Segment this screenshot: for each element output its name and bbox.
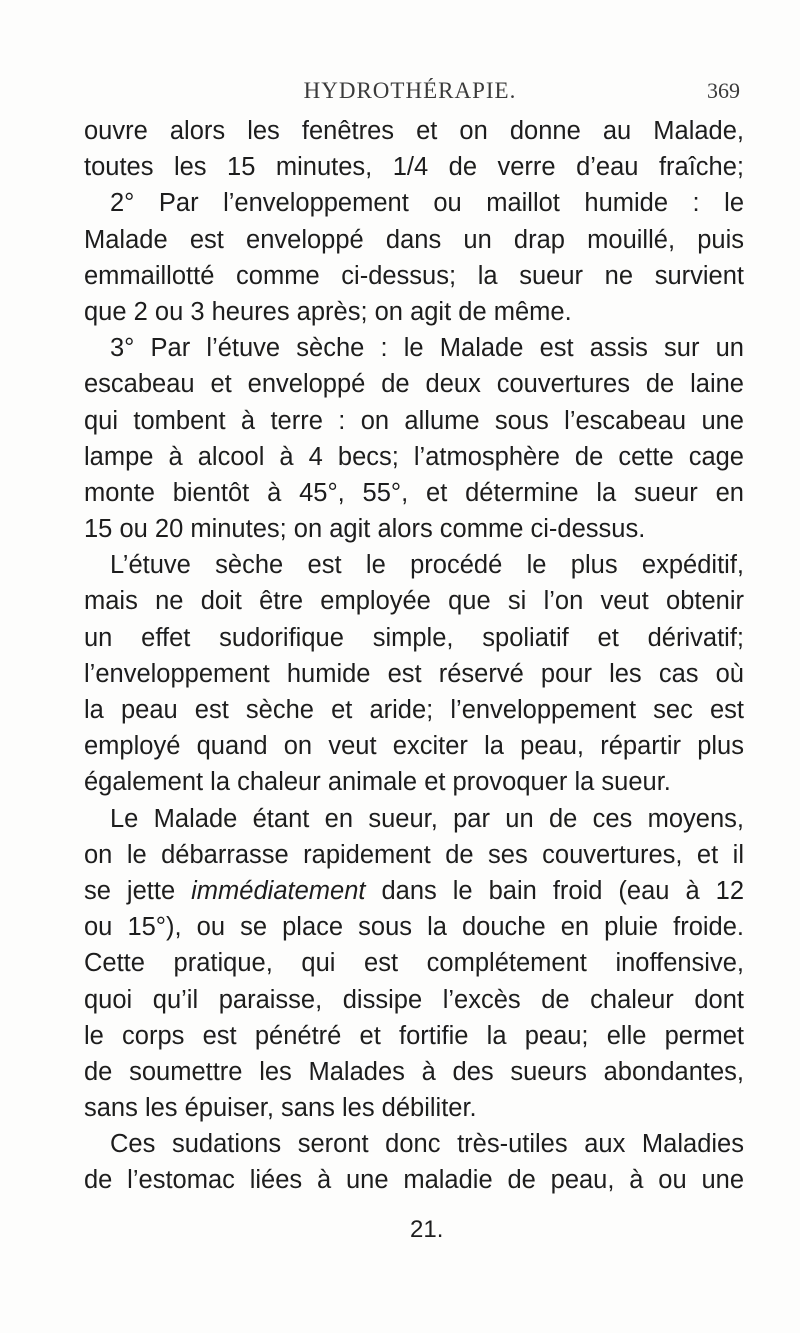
text-line: un effet sudorifique simple, spoliatif et dérivatif; — [84, 623, 744, 652]
text-line: lampe à alcool à 4 becs; l’atmosphère de cette cage — [84, 442, 744, 471]
text-line: mais ne doit être employée que si l’on veut obtenir — [84, 587, 744, 616]
text-line: on le débarrasse rapidement de ses couvertures, et il — [84, 840, 744, 869]
text-line: le corps est pénétré et fortifie la peau; elle permet — [84, 1021, 744, 1050]
text-line: également la chaleur animale et provoquer la sueur. — [84, 768, 671, 797]
text-line: 15 ou 20 minutes; on agit alors comme ci-dessus. — [84, 515, 646, 544]
text-line: monte bientôt à 45°, 55°, et détermine la sueur en — [84, 478, 744, 507]
text-line: escabeau et enveloppé de deux couvertures de laine — [84, 370, 744, 399]
text-line: emmaillotté comme ci-dessus; la sueur ne survient — [84, 261, 744, 290]
text-line: quoi qu’il paraisse, dissipe l’excès de chaleur dont — [84, 985, 744, 1014]
text-line: toutes les 15 minutes, 1/4 de verre d’eau fraîche; — [84, 153, 744, 182]
running-title: HYDROTHÉRAPIE. — [303, 78, 517, 103]
text-line: ouvre alors les fenêtres et on donne au Malade, — [84, 117, 744, 145]
text-line: L’étuve sèche est le procédé le plus expéditif, — [110, 551, 744, 580]
text-line: Malade est enveloppé dans un drap mouillé, puis — [84, 225, 744, 254]
text-line: qui tombent à terre : on allume sous l’escabeau une — [84, 406, 744, 435]
text-line: se jette immédiatement dans le bain froid (eau à 12 — [84, 876, 744, 905]
text-line: que 2 ou 3 heures après; on agit de même. — [84, 297, 572, 326]
text-line: la peau est sèche et aride; l’enveloppement sec est — [84, 696, 744, 724]
text-line: Cette pratique, qui est complétement inoffensive, — [84, 949, 744, 978]
text-line: Le Malade étant en sueur, par un de ces moyens, — [110, 804, 744, 833]
text-line: ou 15°), ou se place sous la douche en pluie froide. — [84, 913, 744, 942]
text-line: sans les épuiser, sans les débiliter. — [84, 1094, 477, 1123]
text-line: de l’estomac liées à une maladie de peau, à ou une — [84, 1166, 744, 1195]
text-line: 2° Par l’enveloppement ou maillot humide : le — [110, 189, 744, 218]
body-text — [84, 113, 744, 1199]
text-line: l’enveloppement humide est réservé pour les cas où — [84, 659, 744, 688]
running-head — [80, 78, 740, 108]
page-number: 369 — [707, 78, 740, 103]
text-line: 3° Par l’étuve sèche : le Malade est assis sur un — [110, 334, 744, 363]
text-line: Ces sudations seront donc très-utiles aux Maladies — [110, 1130, 744, 1159]
text-line: employé quand on veut exciter la peau, répartir plus — [84, 732, 744, 761]
text-line: de soumettre les Malades à des sueurs abondantes, — [84, 1057, 744, 1086]
signature-mark: 21. — [410, 1216, 444, 1243]
italic-emphasis: immédiatement — [191, 876, 366, 905]
